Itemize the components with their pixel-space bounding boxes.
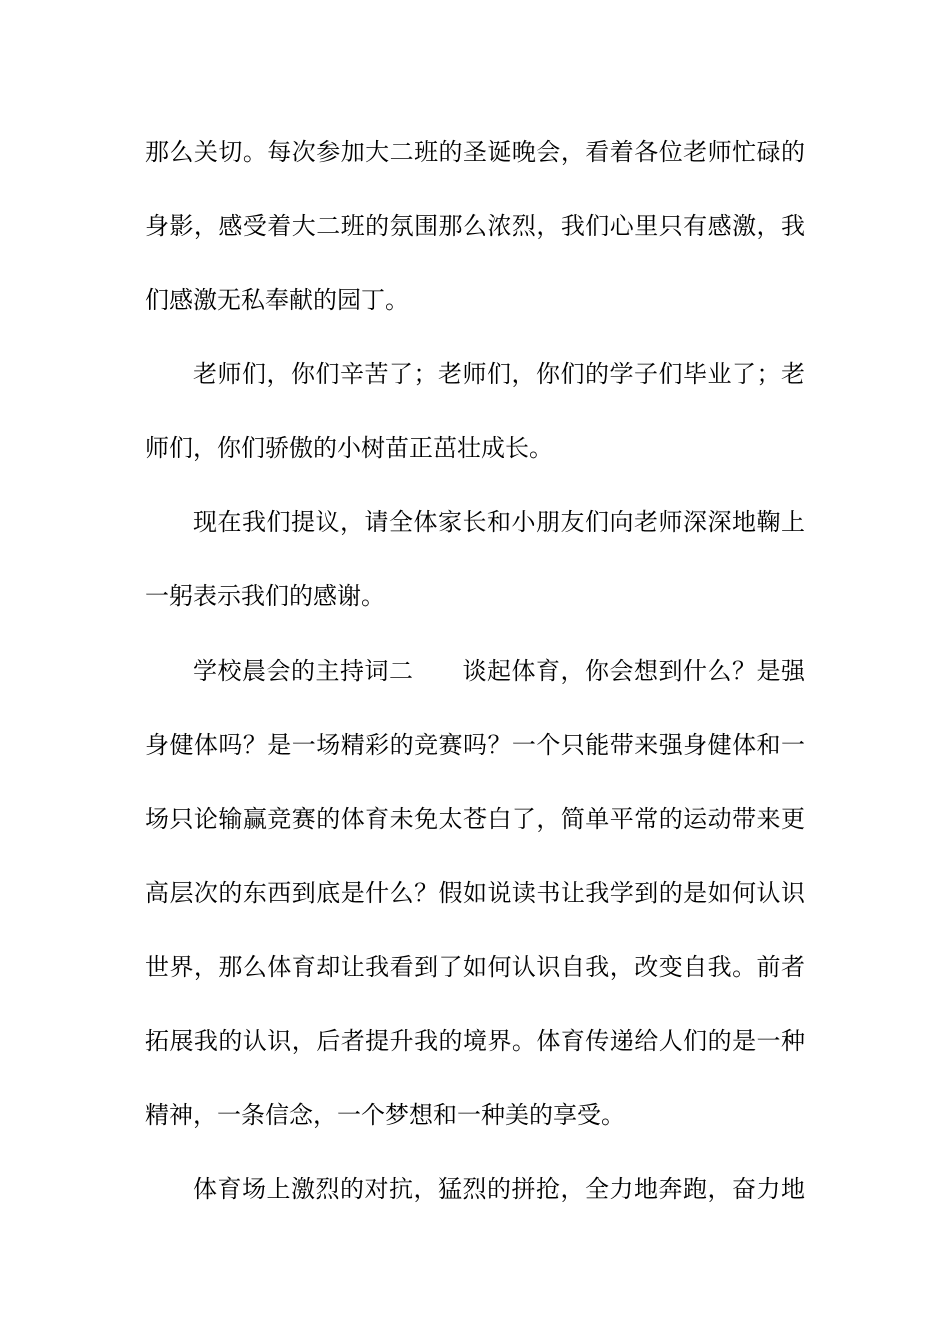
text-line: 高层次的东西到底是什么？假如说读书让我学到的是如何认识 xyxy=(145,879,805,907)
paragraph-first-line: 学校晨会的主持词二 谈起体育，你会想到什么？是强 xyxy=(193,657,805,685)
text-line: 拓展我的认识，后者提升我的境界。体育传递给人们的是一种 xyxy=(145,1027,805,1055)
text-line: 师们，你们骄傲的小树苗正茁壮成长。 xyxy=(145,434,553,462)
text-line: 场只论输赢竞赛的体育未免太苍白了，简单平常的运动带来更 xyxy=(145,805,805,833)
text-line: 身影，感受着大二班的氛围那么浓烈，我们心里只有感激，我 xyxy=(145,212,805,240)
text-line: 世界，那么体育却让我看到了如何认识自我，改变自我。前者 xyxy=(145,953,805,981)
paragraph-first-line: 现在我们提议，请全体家长和小朋友们向老师深深地鞠上 xyxy=(193,508,805,536)
paragraph-first-line: 体育场上激烈的对抗，猛烈的拼抢，全力地奔跑，奋力地 xyxy=(193,1175,805,1203)
text-line: 那么关切。每次参加大二班的圣诞晚会，看着各位老师忙碌的 xyxy=(145,138,805,166)
paragraph-first-line: 老师们，你们辛苦了；老师们，你们的学子们毕业了；老 xyxy=(193,360,805,388)
text-line: 们感激无私奉献的园丁。 xyxy=(145,286,409,314)
text-line: 身健体吗？是一场精彩的竞赛吗？一个只能带来强身健体和一 xyxy=(145,731,805,759)
text-line: 精神，一条信念，一个梦想和一种美的享受。 xyxy=(145,1101,625,1129)
text-line: 一躬表示我们的感谢。 xyxy=(145,582,385,610)
